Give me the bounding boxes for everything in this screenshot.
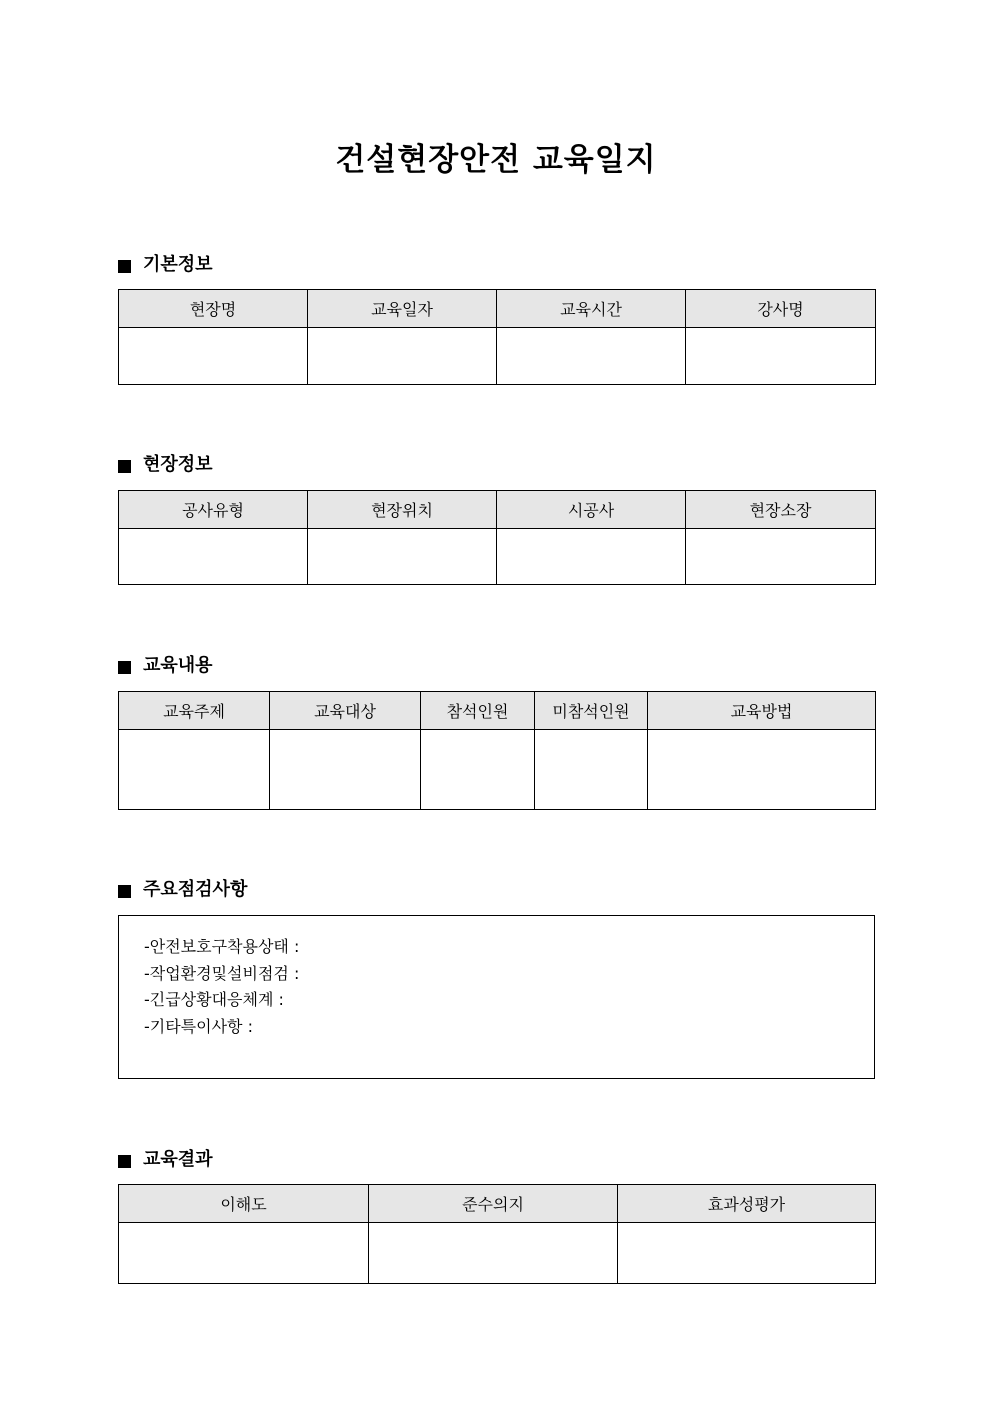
section-heading-site <box>118 453 213 477</box>
site-manager-field[interactable] <box>686 529 876 585</box>
education-result-table <box>118 1184 876 1284</box>
check-item: -안전보호구착용상태 : <box>144 937 300 956</box>
header-cell: 효과성평가 <box>618 1185 876 1223</box>
section-heading-basic <box>118 253 213 277</box>
education-content-table <box>118 691 876 810</box>
header-cell: 교육일자 <box>308 290 497 328</box>
table-input-row <box>119 1223 876 1284</box>
site-location-field[interactable] <box>308 529 497 585</box>
header-cell: 시공사 <box>497 491 686 529</box>
square-bullet-icon <box>118 1155 131 1168</box>
check-item: -긴급상황대응체계 : <box>144 990 284 1009</box>
table-input-row <box>119 730 876 810</box>
header-cell: 강사명 <box>686 290 876 328</box>
header-cell: 이해도 <box>119 1185 369 1223</box>
instructor-name-field[interactable] <box>686 328 876 385</box>
header-cell: 교육방법 <box>648 692 876 730</box>
site-name-field[interactable] <box>119 328 308 385</box>
site-info-table <box>118 490 876 585</box>
header-cell: 현장명 <box>119 290 308 328</box>
section-title: 교육결과 <box>143 1149 213 1170</box>
table-header-row <box>119 290 876 328</box>
effectiveness-field[interactable] <box>618 1223 876 1284</box>
document-title: 건설현장안전 교육일지 <box>335 142 657 178</box>
education-date-field[interactable] <box>308 328 497 385</box>
table-input-row <box>119 529 876 585</box>
square-bullet-icon <box>118 260 131 273</box>
square-bullet-icon <box>118 661 131 674</box>
section-title: 현장정보 <box>143 454 213 475</box>
check-item: -기타특이사항 : <box>144 1017 253 1036</box>
table-header-row <box>119 1185 876 1223</box>
understanding-field[interactable] <box>119 1223 369 1284</box>
absentees-field[interactable] <box>535 730 648 810</box>
education-time-field[interactable] <box>497 328 686 385</box>
header-cell: 교육주제 <box>119 692 270 730</box>
square-bullet-icon <box>118 885 131 898</box>
education-topic-field[interactable] <box>119 730 270 810</box>
contractor-field[interactable] <box>497 529 686 585</box>
section-heading-result <box>118 1148 213 1172</box>
compliance-field[interactable] <box>369 1223 618 1284</box>
square-bullet-icon <box>118 460 131 473</box>
check-item: -작업환경및설비점검 : <box>144 964 300 983</box>
header-cell: 현장소장 <box>686 491 876 529</box>
header-cell: 교육대상 <box>270 692 421 730</box>
section-heading-content <box>118 654 213 678</box>
header-cell: 공사유형 <box>119 491 308 529</box>
check-items-box[interactable] <box>118 915 875 1079</box>
header-cell: 참석인원 <box>421 692 535 730</box>
basic-info-table <box>118 289 876 385</box>
construction-type-field[interactable] <box>119 529 308 585</box>
table-header-row <box>119 692 876 730</box>
header-cell: 미참석인원 <box>535 692 648 730</box>
education-method-field[interactable] <box>648 730 876 810</box>
header-cell: 준수의지 <box>369 1185 618 1223</box>
attendees-field[interactable] <box>421 730 535 810</box>
table-header-row <box>119 491 876 529</box>
header-cell: 현장위치 <box>308 491 497 529</box>
section-heading-checks <box>118 878 247 902</box>
education-target-field[interactable] <box>270 730 421 810</box>
section-title: 주요점검사항 <box>143 879 248 900</box>
section-title: 기본정보 <box>143 254 213 275</box>
table-input-row <box>119 328 876 385</box>
header-cell: 교육시간 <box>497 290 686 328</box>
section-title: 교육내용 <box>143 655 213 676</box>
